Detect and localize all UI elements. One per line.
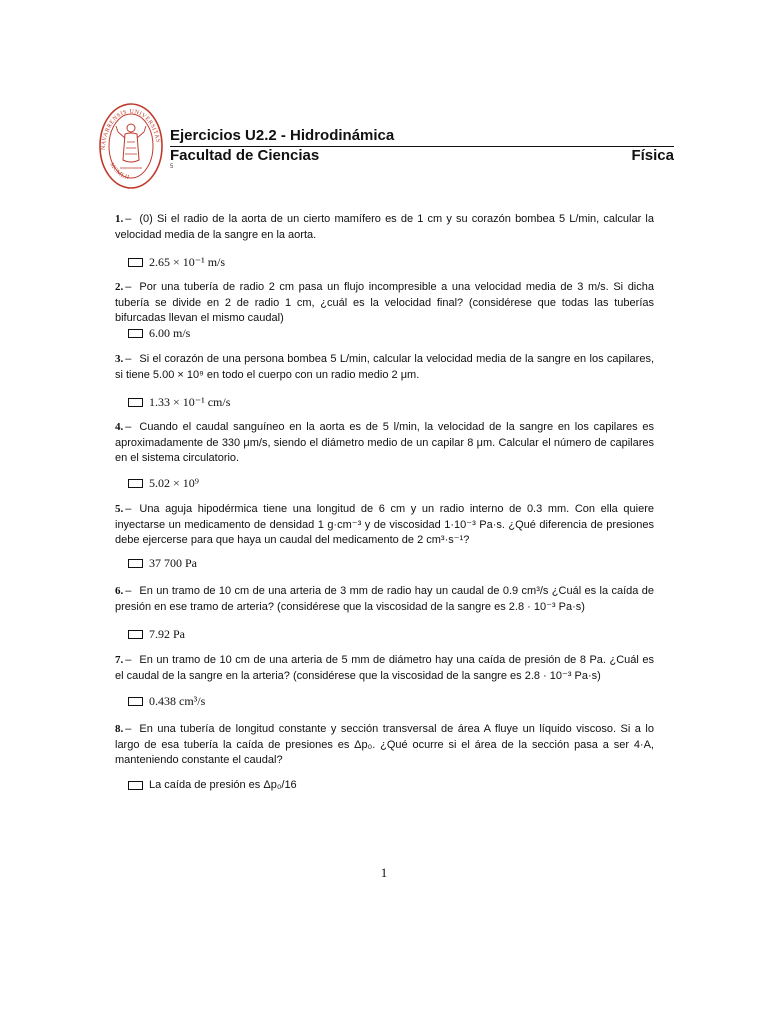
answer-option-3[interactable]	[128, 395, 230, 409]
exercise-number: 8.	[115, 723, 124, 735]
exercise-text: Si el corazón de una persona bombea 5 L/min, calcular la velocidad media de la sangre en los capilares, si tiene 5.00 × 10⁹ en todo el cuerpo con un radio medio 2 μm.	[115, 353, 654, 381]
answer-text: 5.02 × 10⁹	[149, 476, 199, 490]
exercise-number: 2.	[115, 281, 124, 293]
seal-top-text: NAVARRENSIS UNIVERSITAS	[100, 108, 161, 151]
exercise-2: 2. – Por una tubería de radio 2 cm pasa un flujo incompresible a una velocidad media de 3 m/s. Si dicha tubería se divide en 2 de radio 1 cm, ¿cuál es la velocidad final? (considérese que todas las tuberías bifurcadas llevan el mismo caudal)	[115, 281, 654, 324]
exercise-text: En un tramo de 10 cm de una arteria de 3 mm de radio hay un caudal de 0.9 cm³/s ¿Cuál es la caída de presión en ese tramo de arteria? (considérese que la viscosidad de la sangre es 2.8 · 10⁻³ Pa·s)	[115, 585, 654, 613]
exercise-text: Por una tubería de radio 2 cm pasa un flujo incompresible a una velocidad media de 3 m/s. Si dicha tubería se divide en 2 de radio 1 cm, ¿cuál es la velocidad final? (considérese que todas las tuberías bifurcadas llevan el mismo caudal)	[115, 281, 654, 324]
exercise-3: 3. – Si el corazón de una persona bombea 5 L/min, calcular la velocidad media de la sangre en los capilares, si tiene 5.00 × 10⁹ en todo el cuerpo con un radio medio 2 μm.	[115, 353, 654, 381]
header-small-mark: 5	[170, 164, 174, 170]
answer-option-5[interactable]	[128, 556, 197, 570]
exercise-4: 4. – Cuando el caudal sanguíneo en la aorta es de 5 l/min, la velocidad de la sangre en los capilares es aproximadamente de 330 μm/s, siendo el diámetro medio de un capilar 8 μm. Calcular el número de capilares en el sistema circulatorio.	[115, 421, 654, 464]
exercise-text: Una aguja hipodérmica tiene una longitud de 6 cm y un radio interno de 0.3 mm. Con ella quiere inyectarse un medicamento de densidad 1 g·cm⁻³ y de viscosidad 1·10⁻³ Pa·s. ¿Qué diferencia de presiones debe ejercerse para que haya un caudal del medicamento de 2 cm³·s⁻¹?	[115, 503, 654, 546]
faculty-name: Facultad de Ciencias	[170, 147, 320, 164]
answer-text: La caída de presión es Δp₀/16	[149, 779, 297, 791]
answer-option-6[interactable]	[128, 627, 185, 641]
exercise-5: 5. – Una aguja hipodérmica tiene una longitud de 6 cm y un radio interno de 0.3 mm. Con ella quiere inyectarse un medicamento de densidad 1 g·cm⁻³ y de viscosidad 1·10⁻³ Pa·s. ¿Qué diferencia de presiones debe ejercerse para que haya un caudal del medicamento de 2 cm³·s⁻¹?	[115, 503, 654, 546]
page-number: 1	[380, 865, 388, 880]
seal-bottom-text: MCMLII	[108, 161, 130, 182]
exercise-text: Cuando el caudal sanguíneo en la aorta es de 5 l/min, la velocidad de la sangre en los capilares es aproximadamente de 330 μm/s, siendo el diámetro medio de un capilar 8 μm. Calcular el número de capilares en el sistema circulatorio.	[115, 421, 654, 464]
exercise-text: (0) Si el radio de la aorta de un cierto mamífero es de 1 cm y su corazón bombea 5 L/min, calcular la velocidad media de la sangre en la aorta.	[115, 213, 654, 241]
answer-checkbox[interactable]	[128, 479, 143, 488]
answer-text: 2.65 × 10⁻¹ m/s	[149, 255, 226, 269]
answer-checkbox[interactable]	[128, 258, 143, 267]
document-title: Ejercicios U2.2 - Hidrodinámica	[170, 127, 395, 144]
answer-option-2[interactable]	[128, 326, 190, 340]
exercise-6: 6. – En un tramo de 10 cm de una arteria de 3 mm de radio hay un caudal de 0.9 cm³/s ¿Cuál es la caída de presión en ese tramo de arteria? (considérese que la viscosidad de la sangre es 2.8 · 10⁻³ Pa·s)	[115, 585, 654, 613]
exercise-number: 4.	[115, 421, 124, 433]
exercise-8: 8. – En una tubería de longitud constante y sección transversal de área A fluye un líquido viscoso. Si a lo largo de esa tubería la caída de presiones es Δp₀. ¿Qué ocurre si el área de la sección pasa a ser 4·A, manteniendo constante el caudal?	[115, 723, 654, 766]
university-seal-logo	[98, 102, 164, 190]
answer-checkbox[interactable]	[128, 329, 143, 338]
exercise-7: 7. – En un tramo de 10 cm de una arteria de 5 mm de diámetro hay una caída de presión de 8 Pa. ¿Cuál es el caudal de la sangre en la arteria? (considérese que la viscosidad de la sangre es 2.8 · 10⁻³ Pa·s)	[115, 654, 654, 682]
exercise-1: 1. – (0) Si el radio de la aorta de un cierto mamífero es de 1 cm y su corazón bombea 5 L/min, calcular la velocidad media de la sangre en la aorta.	[115, 213, 654, 241]
exercise-text: En un tramo de 10 cm de una arteria de 5 mm de diámetro hay una caída de presión de 8 Pa. ¿Cuál es el caudal de la sangre en la arteria? (considérese que la viscosidad de la sangre es 2.8 · 10⁻³ Pa·s)	[115, 654, 654, 682]
answer-checkbox[interactable]	[128, 781, 143, 790]
exercise-number: 6.	[115, 585, 124, 597]
exercise-text: En una tubería de longitud constante y sección transversal de área A fluye un líquido viscoso. Si a lo largo de esa tubería la caída de presiones es Δp₀. ¿Qué ocurre si el área de la sección pasa a ser 4·A, manteniendo constante el caudal?	[115, 723, 654, 766]
answer-option-4[interactable]	[128, 476, 199, 490]
answer-text: 1.33 × 10⁻¹ cm/s	[149, 395, 231, 409]
answer-text: 0.438 cm³/s	[149, 694, 206, 708]
exercise-number: 7.	[115, 654, 124, 666]
answer-checkbox[interactable]	[128, 398, 143, 407]
answer-checkbox[interactable]	[128, 630, 143, 639]
answer-option-1[interactable]	[128, 255, 225, 269]
subject-name: Física	[631, 147, 674, 164]
answer-option-7[interactable]	[128, 694, 205, 708]
answer-checkbox[interactable]	[128, 559, 143, 568]
answer-text: 6.00 m/s	[149, 326, 191, 340]
exercise-number: 3.	[115, 353, 124, 365]
answer-text: 7.92 Pa	[149, 627, 185, 641]
answer-option-8[interactable]	[128, 778, 297, 792]
exercise-number: 5.	[115, 503, 124, 515]
answer-checkbox[interactable]	[128, 697, 143, 706]
exercise-number: 1.	[115, 213, 124, 225]
answer-text: 37 700 Pa	[149, 556, 197, 570]
